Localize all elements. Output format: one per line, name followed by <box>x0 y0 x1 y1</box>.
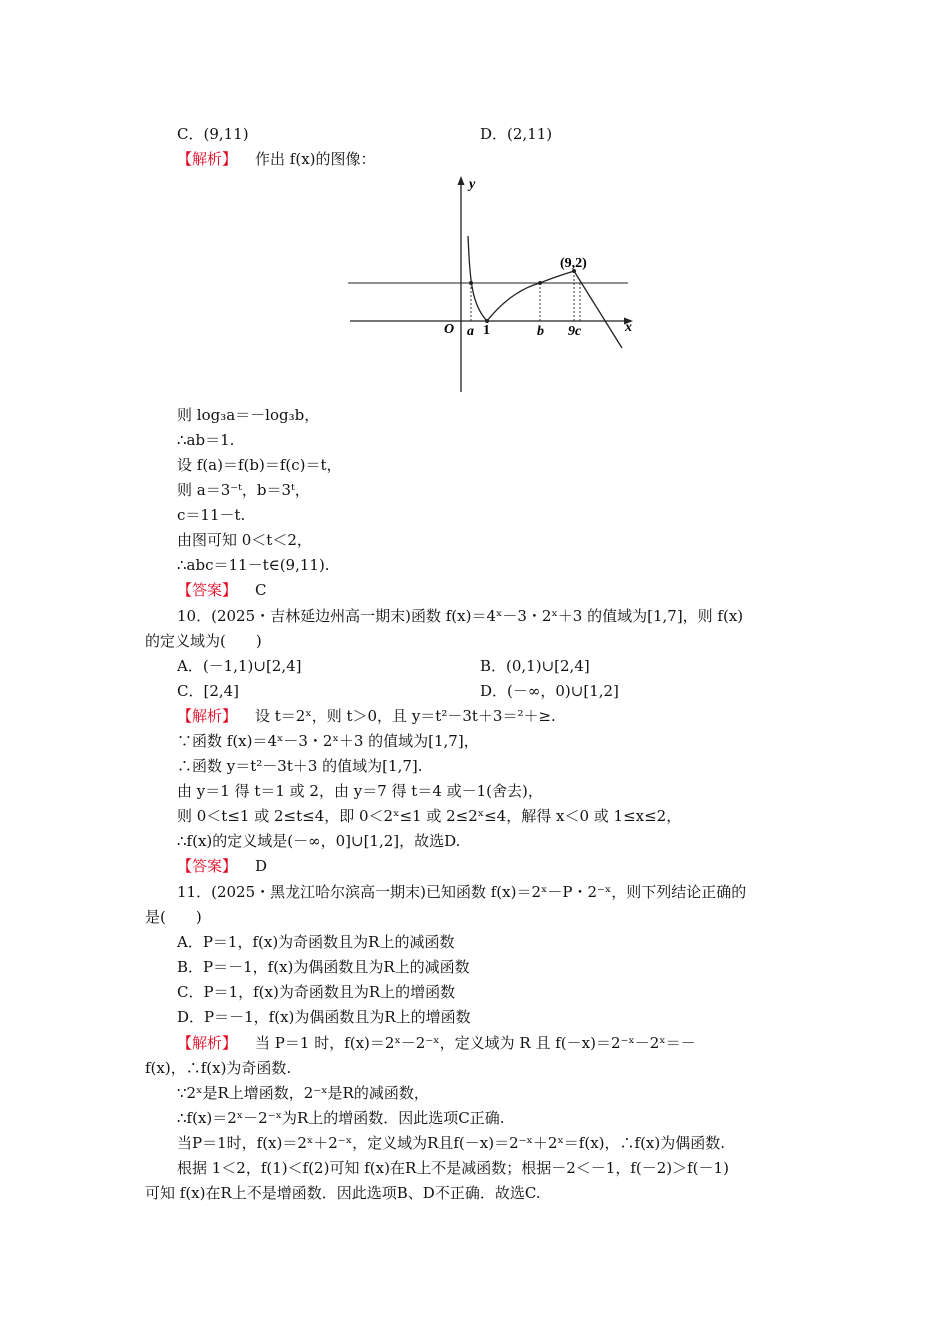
q10-stem-cont: 的定义域为( ) <box>145 632 262 650</box>
derivation-line: ∴函数 y＝t²－3t＋3 的值域为[1,7]. <box>177 757 423 775</box>
q11-option-c: C．P＝1，f(x)为奇函数且为R上的增函数 <box>177 983 456 1001</box>
y-axis-arrow <box>458 176 465 185</box>
solution-tag: 【解析】 <box>177 150 238 168</box>
q11-stem: 11．(2025・黑龙江哈尔滨高一期末)已知函数 f(x)＝2ˣ－P・2⁻ˣ，则下列结论正确的 <box>177 883 747 901</box>
derivation-line: 则 a＝3⁻ᵗ，b＝3ᵗ， <box>177 481 310 499</box>
q11-option-b: B．P＝－1，f(x)为偶函数且为R上的减函数 <box>177 958 470 976</box>
derivation-line: 则 0＜t≤1 或 2≤t≤4，即 0＜2ˣ≤1 或 2≤2ˣ≤4，解得 x＜0 或 1≤x≤2， <box>177 807 682 825</box>
q10-option-b: B．(0,1)∪[2,4] <box>480 657 590 675</box>
y-axis-label: y <box>469 177 476 192</box>
q10-option-c: C．[2,4] <box>177 682 240 700</box>
answer-line <box>177 856 267 876</box>
point-a <box>469 281 473 285</box>
q10-stem: 10．(2025・吉林延边州高一期末)函数 f(x)＝4ˣ－3・2ˣ＋3 的值域为[1,7]，则 f(x) <box>177 607 744 625</box>
derivation-line: ∴f(x)的定义域是(－∞，0]∪[1,2]，故选D. <box>177 832 461 850</box>
curve-right-branch <box>487 271 574 321</box>
q10-option-d: D．(－∞，0)∪[1,2] <box>480 682 619 700</box>
derivation-line: ∵2ˣ是R上增函数，2⁻ˣ是R的减函数， <box>177 1084 429 1102</box>
derivation-line: c＝11－t. <box>177 506 246 524</box>
q11-stem-cont: 是( ) <box>145 908 202 926</box>
solution-text: 当 P＝1 时，f(x)＝2ˣ－2⁻ˣ，定义域为 R 且 f(－x)＝2⁻ˣ－2ˣ＝－ <box>255 1034 696 1052</box>
answer-tag: 【答案】 <box>177 581 238 599</box>
derivation-line: ∴f(x)＝2ˣ－2⁻ˣ为R上的增函数．因此选项C正确. <box>177 1109 505 1127</box>
derivation-line: 则 log₃a＝－log₃b， <box>177 406 320 424</box>
answer-tag: 【答案】 <box>177 857 238 875</box>
origin-label: O <box>444 322 455 337</box>
tick-9c-label: 9c <box>568 324 582 339</box>
derivation-line: f(x)，∴f(x)为奇函数. <box>145 1059 292 1077</box>
answer-value: C <box>255 581 267 599</box>
tick-1-label: 1 <box>483 323 490 338</box>
q9-option-c: C．(9,11) <box>177 125 249 143</box>
tick-b-label: b <box>537 324 544 339</box>
derivation-line: ∴ab＝1. <box>177 431 235 449</box>
x-axis-label: x <box>625 320 632 335</box>
derivation-line: 当P＝1时，f(x)＝2ˣ＋2⁻ˣ，定义域为R且f(－x)＝2⁻ˣ＋2ˣ＝f(x)，∴f(x)为偶函数. <box>177 1134 726 1152</box>
q9-option-d: D．(2,11) <box>480 125 553 143</box>
derivation-line: ∵函数 f(x)＝4ˣ－3・2ˣ＋3 的值域为[1,7]， <box>177 732 479 750</box>
q11-option-a: A．P＝1，f(x)为奇函数且为R上的减函数 <box>177 933 455 951</box>
solution-tag: 【解析】 <box>177 707 238 725</box>
point-9-2-label: (9,2) <box>560 256 587 271</box>
q10-option-a: A．(－1,1)∪[2,4] <box>177 657 302 675</box>
solution-text: 作出 f(x)的图像： <box>255 150 376 168</box>
function-graph <box>340 170 640 396</box>
point-b <box>538 281 542 285</box>
tick-a-label: a <box>467 324 474 339</box>
derivation-line: 由 y＝1 得 t＝1 或 2，由 y＝7 得 t＝4 或－1(舍去)， <box>177 782 543 800</box>
answer-value: D <box>255 857 268 875</box>
q11-option-d: D．P＝－1，f(x)为偶函数且为R上的增函数 <box>177 1008 471 1026</box>
solution-tag: 【解析】 <box>177 1034 238 1052</box>
derivation-line: 设 f(a)＝f(b)＝f(c)＝t， <box>177 456 342 474</box>
solution-text: 设 t＝2ˣ，则 t＞0，且 y＝t²－3t＋3＝²＋≥. <box>255 707 556 725</box>
derivation-line: 由图可知 0＜t＜2， <box>177 531 312 549</box>
q10-solution-line <box>177 706 556 726</box>
q9-solution-line <box>177 149 376 169</box>
q11-solution-line <box>177 1033 696 1053</box>
derivation-line: ∴abc＝11－t∈(9,11). <box>177 556 330 574</box>
derivation-line: 根据 1＜2，f(1)＜f(2)可知 f(x)在R上不是减函数；根据－2＜－1，f(－2)＞f(－1) <box>177 1159 729 1177</box>
derivation-line: 可知 f(x)在R上不是增函数．因此选项B、D不正确．故选C. <box>145 1184 541 1202</box>
answer-line <box>177 580 267 600</box>
